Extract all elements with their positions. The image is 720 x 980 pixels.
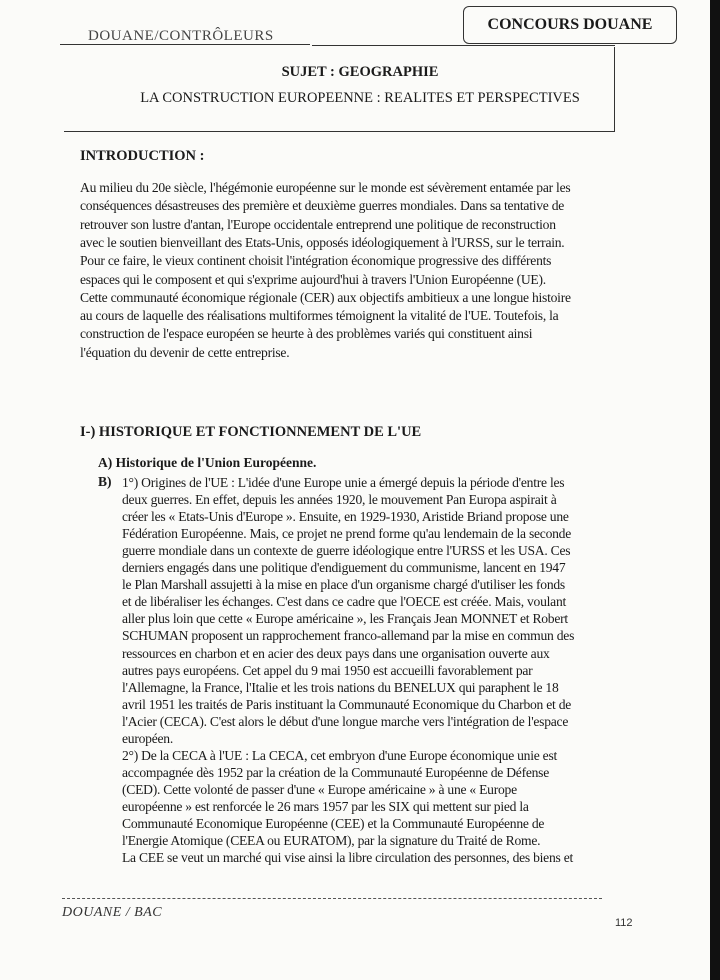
subject-title: SUJET : GEOGRAPHIE bbox=[281, 64, 439, 80]
text-line: retrouver son lustre d'antan, l'Europe occidentale entreprend une politique de reconstruction bbox=[80, 216, 556, 232]
text-line: européen. bbox=[122, 730, 173, 746]
text-line: (CED). Cette volonté de passer d'une « Europe américaine » à une « Europe bbox=[122, 781, 517, 797]
text-line: 2°) De la CECA à l'UE : La CECA, cet embryon d'une Europe économique unie est bbox=[122, 747, 558, 763]
text-line: avril 1951 les traités de Paris instituant la Communauté Economique du Charbon et de bbox=[122, 696, 572, 712]
text-line: Communauté Economique Européenne (CEE) et la Communauté Européenne de bbox=[122, 816, 545, 831]
footer-rule bbox=[62, 898, 602, 899]
text-line: l'équation du devenir de cette entreprise. bbox=[80, 344, 290, 360]
page-number: 112 bbox=[615, 917, 633, 929]
text-line: La CEE se veut un marché qui vise ainsi la libre circulation des personnes, des biens et bbox=[122, 850, 574, 866]
text-line: Cette communauté économique régionale (CER) aux objectifs ambitieux a une longue histoire bbox=[80, 289, 571, 305]
text-line: avec le soutien bienveillant des Etats-Unis, opposés idéologiquement à l'URSS, sur le terrain. bbox=[80, 234, 565, 250]
introduction-heading: INTRODUCTION : bbox=[80, 148, 205, 164]
text-line: construction de l'espace européen se heurte à des problèmes variés qui constituent ainsi bbox=[80, 326, 533, 342]
text-line: guerre mondiale dans un contexte de guerre idéologique entre l'URSS et les USA. Ces bbox=[122, 543, 571, 559]
text-line: deux guerres. En effet, depuis les années 1920, le mouvement Pan Europa aspirait à bbox=[122, 492, 557, 508]
section-heading: I-) HISTORIQUE ET FONCTIONNEMENT DE L'UE bbox=[80, 424, 422, 440]
text-line: Pour ce faire, le vieux continent choisit l'intégration économique progressive des différents bbox=[80, 253, 552, 269]
text-line: derniers engagés dans une politique d'endiguement du communisme, lancent en 1947 bbox=[122, 560, 566, 576]
text-line: l'Energie Atomique (CEEA ou EURATOM), par la signature du Traité de Rome. bbox=[122, 833, 541, 849]
concours-badge: CONCOURS DOUANE bbox=[463, 6, 677, 44]
text-line: autres pays européens. Cet appel du 9 mai 1950 est accueilli favorablement par bbox=[122, 662, 533, 678]
text-line: espaces qui le composent et qui s'exprime aujourd'hui à travers l'Union Européenne (UE). bbox=[80, 271, 546, 287]
footer-series-label: DOUANE / BAC bbox=[62, 905, 163, 920]
text-line: aller plus loin que cette « Europe américaine », les Français Jean MONNET et Robert bbox=[122, 611, 568, 627]
text-line: Au milieu du 20e siècle, l'hégémonie européenne sur le monde est sévèrement entamée par les bbox=[80, 180, 571, 195]
subject-box-top-border bbox=[312, 45, 615, 46]
subsection-b-label: B) bbox=[98, 474, 112, 489]
header-series-label: DOUANE/CONTRÔLEURS bbox=[88, 28, 274, 44]
text-line: l'Acier (CECA). C'est alors le début d'une longue marche vers l'intégration de l'espace bbox=[122, 713, 569, 729]
text-line: accompagnée dès 1952 par la création de la Communauté Européenne de Défense bbox=[122, 764, 550, 780]
text-line: l'Allemagne, la France, l'Italie et les trois nations du BENELUX qui paraphent le 18 bbox=[122, 679, 559, 695]
scan-edge bbox=[710, 0, 720, 980]
subsection-a-heading: A) Historique de l'Union Européenne. bbox=[98, 455, 317, 470]
text-line: créer les « Etats-Unis d'Europe ». Ensuite, en 1929-1930, Aristide Briand propose une bbox=[122, 509, 569, 525]
text-line: au cours de laquelle des réalisations multiformes témoignent la vitalité de l'UE. Toutefois, la bbox=[80, 308, 559, 324]
text-line: européenne » est renforcée le 26 mars 1957 par les SIX qui mettent sur pied la bbox=[122, 798, 529, 814]
text-line: Fédération Européenne. Mais, ce projet ne prend forme qu'au lendemain de la seconde bbox=[122, 526, 571, 542]
text-line: le Plan Marshall assujetti à la mise en place d'un organisme chargé d'utiliser les fonds bbox=[122, 577, 565, 593]
text-line: SCHUMAN proposent un rapprochement franco-allemand par la mise en commun des bbox=[122, 628, 575, 644]
text-line: ressources en charbon et en acier des deux pays dans une organisation ouverte aux bbox=[122, 645, 550, 661]
text-line: et de libéraliser les échanges. C'est dans ce cadre que l'OECE est créée. Mais, voulant bbox=[122, 594, 567, 610]
header-rule bbox=[60, 44, 310, 45]
text-line: conséquences désastreuses des première et deuxième guerres mondiales. Dans sa tentative de bbox=[80, 198, 565, 214]
subject-subtitle: LA CONSTRUCTION EUROPEENNE : REALITES ET PERSPECTIVES bbox=[140, 90, 580, 106]
text-line: 1°) Origines de l'UE : L'idée d'une Europe unie a émergé depuis la période d'entre les bbox=[122, 475, 565, 490]
